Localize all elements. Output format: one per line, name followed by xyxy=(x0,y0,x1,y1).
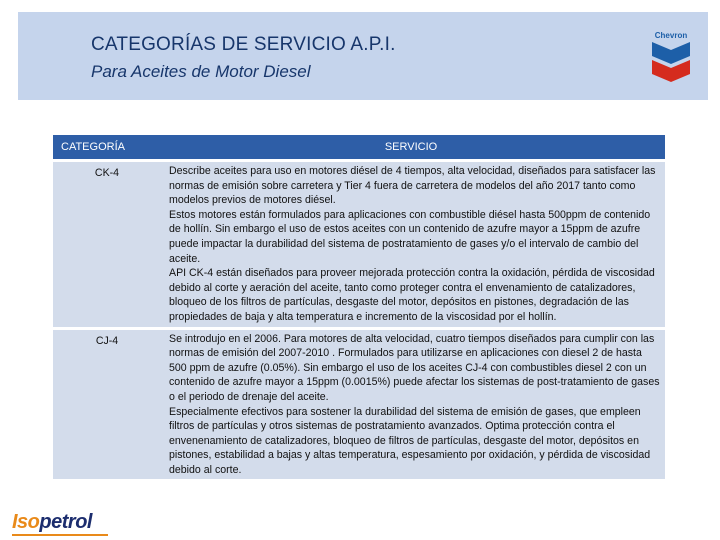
header-banner xyxy=(18,12,708,100)
service-paragraph: Estos motores están formulados para aplicaciones con combustible diésel hasta 500ppm de contenido de hollín. Sin embargo el uso de estos aceites con un contenido de azufre mayor a 15ppm de azufre puede impactar la durabilidad del sistema de postratamiento de gases y/o el intervalo de cambio del aceite. xyxy=(169,208,651,265)
column-header-category: CATEGORÍA xyxy=(53,135,157,159)
table-row xyxy=(53,162,665,327)
column-header-service: SERVICIO xyxy=(157,135,665,159)
service-description-cell xyxy=(157,162,665,327)
service-paragraph: Especialmente efectivos para sostener la durabilidad del sistema de emisión de gases, que empleen filtros de partículas y otros sistemas de postratamiento avanzados. Optima protección contra el envenenamiento de catalizadores, bloqueo de filtros de partículas, desgaste del motor, depósitos en pistones, estabilidad a bajas y altas temperatura, espesamiento por oxidación, y pérdida de viscosidad debido al corte. xyxy=(169,405,651,476)
service-description-cell xyxy=(157,330,665,480)
service-paragraph: Describe aceites para uso en motores diésel de 4 tiempos, alta velocidad, diseñados para satisfacer las normas de emisión sobre carretera y Tier 4 fuera de carretera de modelos del año 2017 tanto como modelos previos de motores diésel. xyxy=(169,165,656,207)
svg-text:Chevron: Chevron xyxy=(654,31,688,40)
chevron-logo-icon xyxy=(646,30,696,88)
logo-prefix: Iso xyxy=(12,511,40,533)
category-cell: CJ-4 xyxy=(53,330,157,480)
page-title: CATEGORÍAS DE SERVICIO A.P.I. xyxy=(91,34,396,55)
service-categories-table xyxy=(53,132,665,482)
category-cell: CK-4 xyxy=(53,162,157,327)
logo-suffix: petrol xyxy=(39,511,92,533)
table-header-row xyxy=(53,135,665,159)
page-subtitle: Para Aceites de Motor Diesel xyxy=(91,62,311,81)
service-paragraph: API CK-4 están diseñados para proveer mejorada protección contra la oxidación, pérdida de viscosidad debido al corte y aeración del aceite, tanto como proteger contra el envenamiento de catalizadores, bloqueo de los filtros de partículas, desgaste del motor, depósitos en pistones, degradación de las propiedades de baja y alta temperatura e incremento de la viscosidad por el hollín. xyxy=(169,267,655,323)
service-paragraph: Se introdujo en el 2006. Para motores de alta velocidad, cuatro tiempos diseñados para cumplir con las normas de emisión del 2007-2010 . Formulados para utilizarse en aplicaciones con diesel 2 de hasta 500 ppm de azufre (0.05%). Sin embargo el uso de los aceites CJ-4 con combustibles diesel 2 con un contenido de azufre mayor a 15ppm (0.0015%) puede afectar los sistemas de post-tratamiento de gases o el periodo de drenaje del aceite. xyxy=(169,332,660,403)
isopetrol-logo xyxy=(12,511,92,534)
logo-underline xyxy=(12,534,108,536)
table-row xyxy=(53,330,665,480)
